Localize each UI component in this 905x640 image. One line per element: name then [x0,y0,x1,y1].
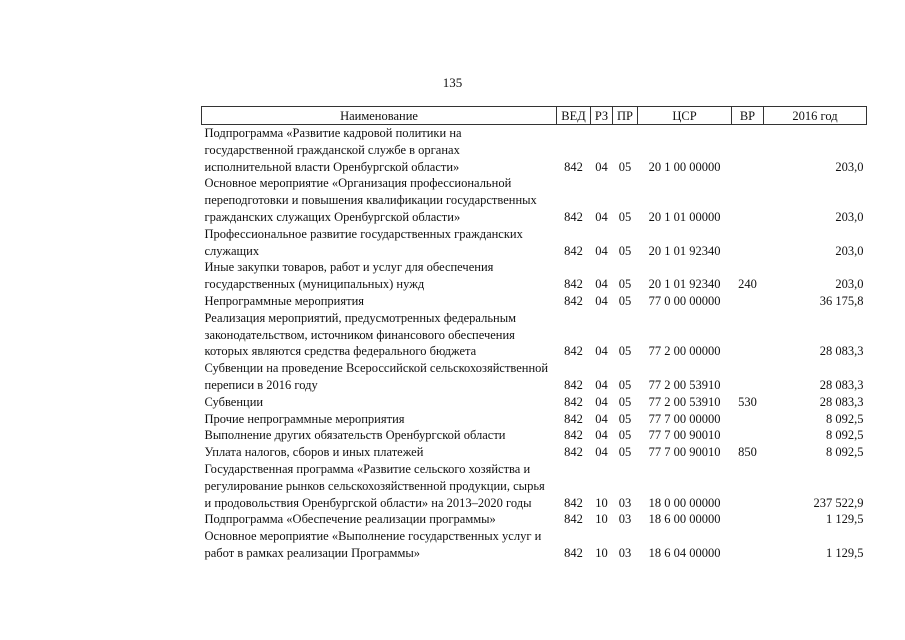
table-row [202,528,867,562]
row-pr: 05 [618,159,632,174]
row-name: Непрограммные мероприятия [204,293,365,308]
row-ved: 842 [564,495,583,510]
table-row [202,411,867,428]
row-ved: 842 [564,445,583,460]
row-pr: 05 [618,377,632,392]
row-csr: 77 7 00 00000 [648,411,721,426]
col-header-rz: РЗ [591,107,613,125]
row-amount: 8 092,5 [826,428,864,443]
row-name: Уплата налогов, сборов и иных платежей [204,445,424,460]
table-row [202,444,867,461]
row-vr [732,511,764,528]
row-csr: 20 1 00 00000 [648,159,721,174]
row-ved: 842 [564,411,583,426]
row-csr: 18 0 00 00000 [648,495,721,510]
col-header-vr: ВР [732,107,764,125]
row-name: Основное мероприятие «Организация профессиональной переподготовки и повышения квалификации государственных гражданских служащих Оренбургской области» [204,176,537,224]
row-rz: 04 [595,411,608,426]
row-pr: 03 [618,495,632,510]
row-name: Выполнение других обязательств Оренбургской области [204,428,506,443]
row-name: Иные закупки товаров, работ и услуг для обеспечения государственных (муниципальных) нужд [204,260,494,292]
row-ved: 842 [564,293,583,308]
row-amount: 203,0 [835,277,864,292]
row-pr: 05 [618,428,632,443]
row-vr [732,310,764,360]
row-pr: 05 [618,394,632,409]
row-rz: 04 [595,394,608,409]
row-rz: 04 [595,277,608,292]
budget-table [201,106,867,562]
row-pr: 05 [618,209,632,224]
col-header-pr: ПР [613,107,638,125]
row-pr: 03 [618,512,632,527]
table-row [202,259,867,293]
table-row [202,427,867,444]
row-csr: 77 2 00 53910 [648,377,721,392]
row-csr: 77 2 00 00000 [648,344,721,359]
row-ved: 842 [564,243,583,258]
row-name: Основное мероприятие «Выполнение государственных услуг и работ в рамках реализации Программы» [204,529,542,560]
row-amount: 1 129,5 [826,545,864,560]
row-ved: 842 [564,512,583,527]
row-vr [732,293,764,310]
row-amount: 36 175,8 [819,293,864,308]
row-csr: 20 1 01 00000 [648,209,721,224]
row-vr: 240 [738,277,757,292]
row-amount: 203,0 [835,209,864,224]
row-amount: 28 083,3 [819,344,864,359]
row-csr: 20 1 01 92340 [648,277,721,292]
row-ved: 842 [564,159,583,174]
page-number: 135 [442,75,463,90]
row-vr [732,427,764,444]
table-row [202,125,867,176]
row-csr: 77 0 00 00000 [648,293,721,308]
row-rz: 04 [595,428,608,443]
row-name: Реализация мероприятий, предусмотренных федеральным законодательством, источником финансового обеспечения которых являются средства федерального бюджета [204,310,517,359]
table-row [202,226,867,260]
row-name: Субвенции на проведение Всероссийской сельскохозяйственной переписи в 2016 году [204,361,549,392]
row-name: Подпрограмма «Обеспечение реализации программы» [204,512,496,527]
row-vr [732,360,764,394]
row-name: Государственная программа «Развитие сельского хозяйства и регулирование рынков сельскохозяйственной продукции, сырья и продовольствия Оренбургской области» на 2013–2020 годы [204,461,545,510]
row-vr [732,226,764,260]
table-row [202,511,867,528]
row-pr: 05 [618,411,632,426]
row-rz: 04 [595,445,608,460]
row-csr: 18 6 04 00000 [648,545,721,560]
row-ved: 842 [564,344,583,359]
row-vr [732,461,764,511]
row-amount: 203,0 [835,243,864,258]
row-vr [732,528,764,562]
table-row [202,293,867,310]
table-row [202,360,867,394]
table-row [202,175,867,225]
row-vr: 850 [738,445,757,460]
row-amount: 1 129,5 [826,512,864,527]
row-rz: 04 [595,293,608,308]
row-vr [732,175,764,225]
row-amount: 203,0 [835,159,864,174]
row-ved: 842 [564,377,583,392]
row-amount: 28 083,3 [819,394,864,409]
row-pr: 05 [618,445,632,460]
row-ved: 842 [564,277,583,292]
row-ved: 842 [564,428,583,443]
row-ved: 842 [564,209,583,224]
row-rz: 04 [595,209,608,224]
table-row [202,394,867,411]
row-csr: 20 1 01 92340 [648,243,721,258]
row-name: Подпрограмма «Развитие кадровой политики на государственной гражданской службе в органах исполнительной власти Оренбургской области» [204,126,462,174]
row-rz: 04 [595,377,608,392]
row-amount: 28 083,3 [819,377,864,392]
row-pr: 05 [618,277,632,292]
table-row [202,461,867,511]
row-pr: 05 [618,243,632,258]
row-rz: 10 [595,512,608,527]
row-name: Профессиональное развитие государственных гражданских служащих [204,226,523,258]
table-body [202,125,867,562]
row-vr [732,411,764,428]
row-csr: 77 7 00 90010 [648,445,721,460]
row-csr: 18 6 00 00000 [648,512,721,527]
col-header-year: 2016 год [764,107,867,125]
col-header-name: Наименование [202,107,557,125]
row-amount: 8 092,5 [826,445,864,460]
col-header-csr: ЦСР [638,107,732,125]
row-name: Субвенции [204,394,264,409]
row-rz: 04 [595,243,608,258]
row-csr: 77 2 00 53910 [648,394,721,409]
row-ved: 842 [564,545,583,560]
row-amount: 8 092,5 [826,411,864,426]
row-pr: 03 [618,545,632,560]
row-rz: 10 [595,495,608,510]
row-name: Прочие непрограммные мероприятия [204,411,405,426]
row-vr [732,125,764,176]
row-pr: 05 [618,293,632,308]
row-ved: 842 [564,394,583,409]
row-pr: 05 [618,344,632,359]
row-amount: 237 522,9 [813,495,864,510]
row-csr: 77 7 00 90010 [648,428,721,443]
col-header-ved: ВЕД [557,107,591,125]
row-vr: 530 [738,394,757,409]
row-rz: 04 [595,159,608,174]
row-rz: 04 [595,344,608,359]
table-header [202,107,867,125]
table-row [202,310,867,360]
row-rz: 10 [595,545,608,560]
